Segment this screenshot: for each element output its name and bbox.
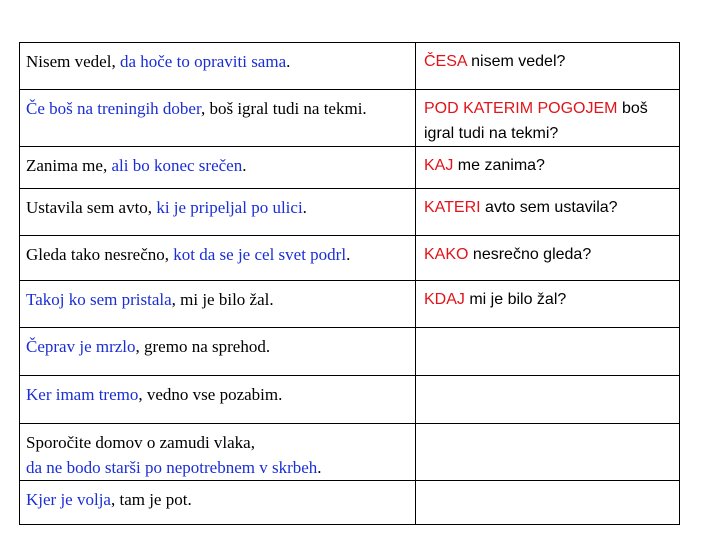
text-segment: Nisem vedel, — [26, 52, 120, 71]
question-cell — [416, 147, 680, 189]
sentence-cell — [20, 424, 416, 481]
question-word: KATERI — [424, 199, 481, 216]
text-segment: boš igral tudi na tekmi? — [424, 100, 648, 142]
text-segment: . — [242, 156, 247, 175]
sentence-text — [26, 481, 409, 512]
text-segment: , vedno vse pozabim. — [138, 385, 283, 404]
question-cell — [416, 189, 680, 236]
text-segment: avto sem ustavila? — [480, 199, 618, 216]
table-row — [20, 328, 680, 376]
clause-highlight: Takoj ko sem pristala — [26, 290, 172, 309]
clause-highlight: Če boš na treningih dober — [26, 99, 201, 118]
sentence-cell — [20, 376, 416, 424]
table-row — [20, 189, 680, 236]
sentence-cell — [20, 147, 416, 189]
text-segment: Zanima me, — [26, 156, 112, 175]
question-cell — [416, 281, 680, 328]
question-text — [424, 376, 673, 382]
text-segment: Gleda tako nesrečno, — [26, 245, 174, 264]
text-segment: , gremo na sprehod. — [135, 337, 271, 356]
question-word: KAJ — [424, 157, 454, 174]
question-cell — [416, 376, 680, 424]
table-row — [20, 281, 680, 328]
question-text — [424, 424, 673, 430]
question-text — [424, 281, 673, 312]
sentence-cell — [20, 189, 416, 236]
clause-highlight: da ne bodo starši po nepotrebnem v skrbeh — [26, 458, 318, 477]
clause-highlight: Ker imam tremo — [26, 385, 139, 404]
clause-highlight: kot da se je cel svet podrl — [173, 245, 347, 264]
sentence-cell — [20, 328, 416, 376]
text-segment: , tam je pot. — [110, 490, 192, 509]
table-row — [20, 43, 680, 90]
sentence-text — [26, 43, 409, 74]
sentence-text — [26, 328, 409, 359]
sentence-text — [26, 189, 409, 220]
question-text — [424, 189, 673, 220]
text-segment: . — [317, 458, 322, 477]
clause-highlight: da hoče to opraviti sama — [119, 52, 287, 71]
table-row — [20, 376, 680, 424]
clause-highlight: Kjer je volja — [26, 490, 111, 509]
question-word: KDAJ — [424, 291, 465, 308]
text-segment: nesrečno gleda? — [468, 246, 592, 263]
table-row — [20, 481, 680, 525]
text-segment: mi je bilo žal? — [464, 291, 567, 308]
table-row — [20, 90, 680, 147]
sentence-text — [26, 281, 409, 312]
question-text — [424, 481, 673, 487]
text-segment: , mi je bilo žal. — [171, 290, 274, 309]
question-cell — [416, 424, 680, 481]
text-segment: Ustavila sem avto, — [26, 198, 157, 217]
text-segment: . — [286, 52, 291, 71]
table-row — [20, 236, 680, 281]
sentence-table — [19, 42, 680, 525]
question-cell — [416, 43, 680, 90]
clause-highlight: ali bo konec srečen — [111, 156, 243, 175]
sentence-cell — [20, 281, 416, 328]
question-cell — [416, 236, 680, 281]
sentence-cell — [20, 43, 416, 90]
question-text — [424, 90, 673, 146]
text-segment: Sporočite domov o zamudi vlaka, — [26, 433, 255, 452]
sentence-cell — [20, 236, 416, 281]
sentence-table-body — [20, 43, 680, 525]
question-word: ČESA — [424, 53, 467, 70]
sentence-text — [26, 236, 409, 267]
question-cell — [416, 481, 680, 525]
sentence-cell — [20, 90, 416, 147]
question-text — [424, 147, 673, 178]
question-text — [424, 236, 673, 267]
clause-highlight: Čeprav je mrzlo — [26, 337, 136, 356]
question-text — [424, 43, 673, 74]
sentence-text — [26, 424, 409, 480]
question-word: POD KATERIM POGOJEM — [424, 100, 618, 117]
question-word: KAKO — [424, 246, 469, 263]
text-segment: . — [302, 198, 307, 217]
sentence-text — [26, 90, 409, 121]
text-segment: me zanima? — [453, 157, 545, 174]
text-segment: . — [346, 245, 351, 264]
question-text — [424, 328, 673, 334]
clause-highlight: ki je pripeljal po ulici — [156, 198, 303, 217]
sentence-text — [26, 376, 409, 407]
table-row — [20, 424, 680, 481]
table-row — [20, 147, 680, 189]
sentence-text — [26, 147, 409, 178]
text-segment: , boš igral tudi na tekmi. — [200, 99, 367, 118]
question-cell — [416, 90, 680, 147]
question-cell — [416, 328, 680, 376]
text-segment: nisem vedel? — [466, 53, 566, 70]
sentence-cell — [20, 481, 416, 525]
